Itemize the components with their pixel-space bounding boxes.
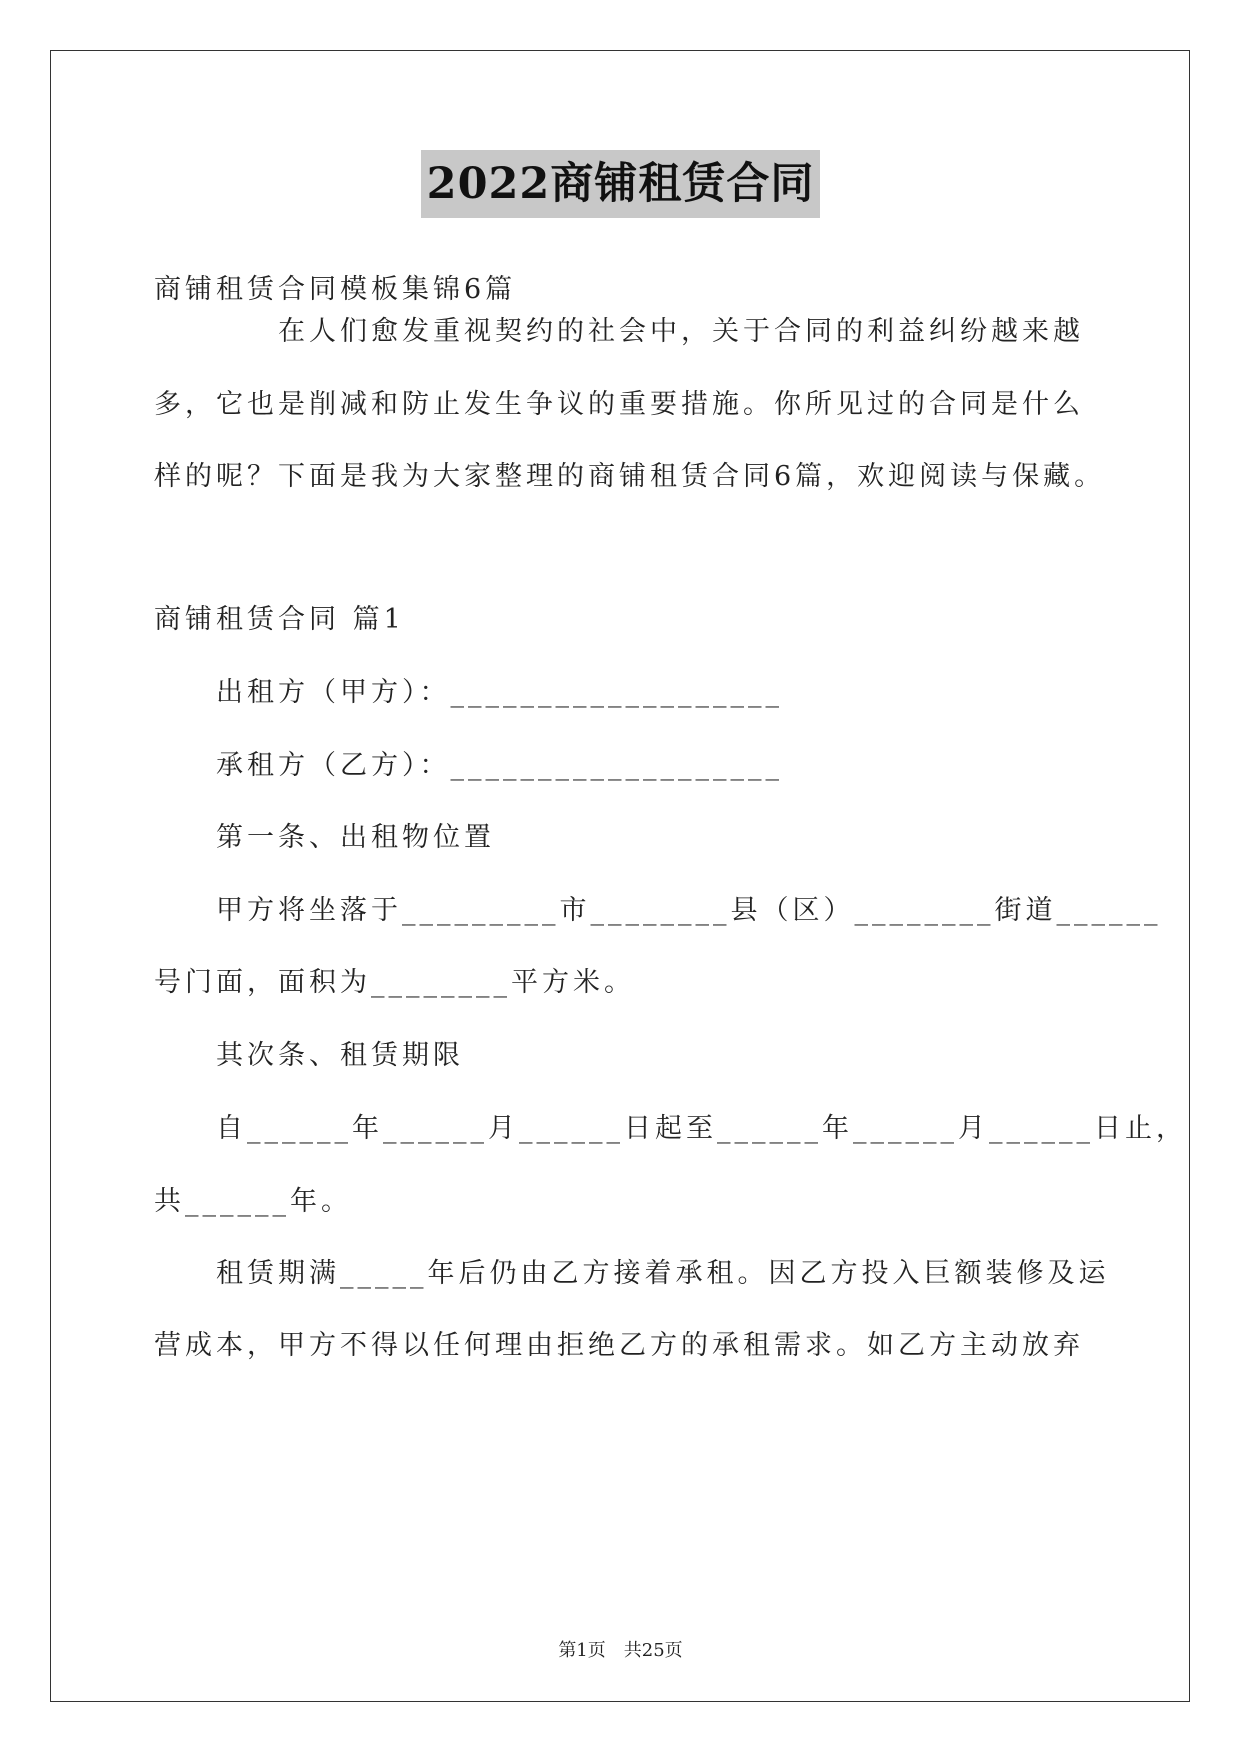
page-number-footer: 第1页 共25页 (558, 1640, 683, 1661)
paragraph-line: 多，它也是削减和防止发生争议的重要措施。你所见过的合同是什么 (154, 389, 1084, 420)
clause-heading: 第一条、出租物位置 (216, 822, 495, 853)
clause-line: 共______年。 (154, 1186, 352, 1217)
lessee-line: 承租方（乙方）：___________________ (216, 750, 783, 781)
paragraph-line: 在人们愈发重视契约的社会中，关于合同的利益纠纷越来越 (278, 316, 1084, 347)
clause-line: 租赁期满_____年后仍由乙方接着承租。因乙方投入巨额装修及运 (216, 1258, 1110, 1289)
lessor-line: 出租方（甲方）：___________________ (216, 677, 783, 708)
section-heading: 商铺租赁合同 篇1 (154, 604, 405, 635)
clause-line: 甲方将坐落于_________市________县（区）________街道______ (216, 895, 1162, 926)
document-title-block (0, 150, 1241, 218)
paragraph-line: 样的呢？下面是我为大家整理的商铺租赁合同6篇，欢迎阅读与保藏。 (154, 461, 1106, 492)
subtitle-line: 商铺租赁合同模板集锦6篇 (154, 274, 517, 305)
clause-line: 营成本，甲方不得以任何理由拒绝乙方的承租需求。如乙方主动放弃 (154, 1330, 1084, 1361)
document-title: 2022商铺租赁合同 (421, 150, 821, 218)
clause-line: 自______年______月______日起至______年______月______日止， (216, 1113, 1187, 1144)
clause-heading: 其次条、租赁期限 (216, 1040, 464, 1071)
clause-line: 号门面，面积为________平方米。 (154, 967, 635, 998)
